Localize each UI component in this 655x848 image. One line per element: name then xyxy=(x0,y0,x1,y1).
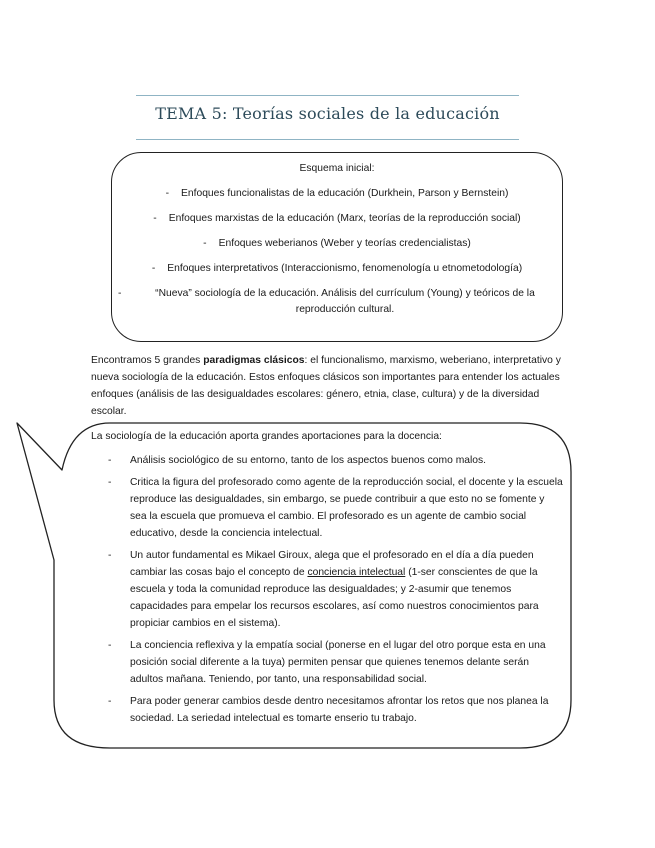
dash-marker: - xyxy=(165,188,170,199)
contribution-text: Análisis sociológico de su entorno, tanto de los aspectos buenos como malos. xyxy=(130,455,487,466)
scheme-item-text: “Nueva” sociología de la educación. Análisis del currículum (Young) y teóricos de la reproducción cultural. xyxy=(155,288,535,315)
bubble-intro: La sociología de la educación aporta grandes aportaciones para la docencia: xyxy=(91,431,442,442)
contribution-text: Critica la figura del profesorado como agente de la reproducción social, el docente y la escuela reproduce las desigualdades, sin embargo, se puede contribuir a que esto no se fomente y sea la escuela que promueva el cambio. El profesorado es un agente de cambio social educativo, desde la conciencia intelectual. xyxy=(130,477,563,539)
contribution-text: Un autor fundamental es Mikael Giroux, alega que el profesorado en el día a día pueden cambiar las cosas bajo el concepto de xyxy=(130,550,534,578)
contribution-item xyxy=(108,693,563,727)
dash-marker: - xyxy=(203,238,207,249)
paragraph-text: Encontramos 5 grandes xyxy=(91,355,204,366)
contribution-text: La conciencia reflexiva y la empatía social (ponerse en el lugar del otro porque esta en una posición social diferente a la tuya) permiten pensar que quienes tenemos delante serán adultos mañana. Teniendo, por tanto, una responsabilidad social. xyxy=(130,640,546,685)
paragraph-bold-text: paradigmas clásicos xyxy=(203,355,305,366)
scheme-heading: Esquema inicial: xyxy=(299,163,375,174)
dash-marker: - xyxy=(151,263,156,274)
contributions-list xyxy=(108,452,563,732)
contribution-item xyxy=(108,637,563,688)
page-title: TEMA 5: Teorías sociales de la educación xyxy=(155,104,500,123)
dash-marker: - xyxy=(118,288,122,299)
scheme-item-text: Enfoques weberianos (Weber y teorías credencialistas) xyxy=(218,238,471,249)
underlined-term: conciencia intelectual xyxy=(307,567,406,578)
scheme-item-text: Enfoques interpretativos (Interaccionismo, fenomenología u etnometodología) xyxy=(167,263,523,274)
paragraph-text: : el funcionalismo, marxismo, weberiano, interpretativo y nueva sociología de la educación. Estos enfoques clásicos son importantes para entender los actuales enfoques (análisis de las desigualdades escolares: género, etnia, clase, cultura) y de la diversidad escolar. xyxy=(91,355,561,417)
contribution-item xyxy=(108,474,563,542)
scheme-item-text: Enfoques funcionalistas de la educación (Durkhein, Parson y Bernstein) xyxy=(181,188,509,199)
contribution-text: Para poder generar cambios desde dentro necesitamos afrontar los retos que nos planea la sociedad. La seriedad intelectual es tomarte enserio tu trabajo. xyxy=(130,696,549,724)
contribution-text: (1-ser conscientes de que la escuela y toda la comunidad reproduce las desigualdades; y 2-asumir que tenemos capacidades para empelar los recursos escolares, así como nuestros conocimientos para propiciar cambios en el sistema). xyxy=(130,567,539,629)
contribution-item xyxy=(108,547,563,632)
dash-marker: - xyxy=(153,213,157,224)
scheme-item-text: Enfoques marxistas de la educación (Marx, teorías de la reproducción social) xyxy=(168,213,521,224)
contribution-item xyxy=(108,452,563,469)
